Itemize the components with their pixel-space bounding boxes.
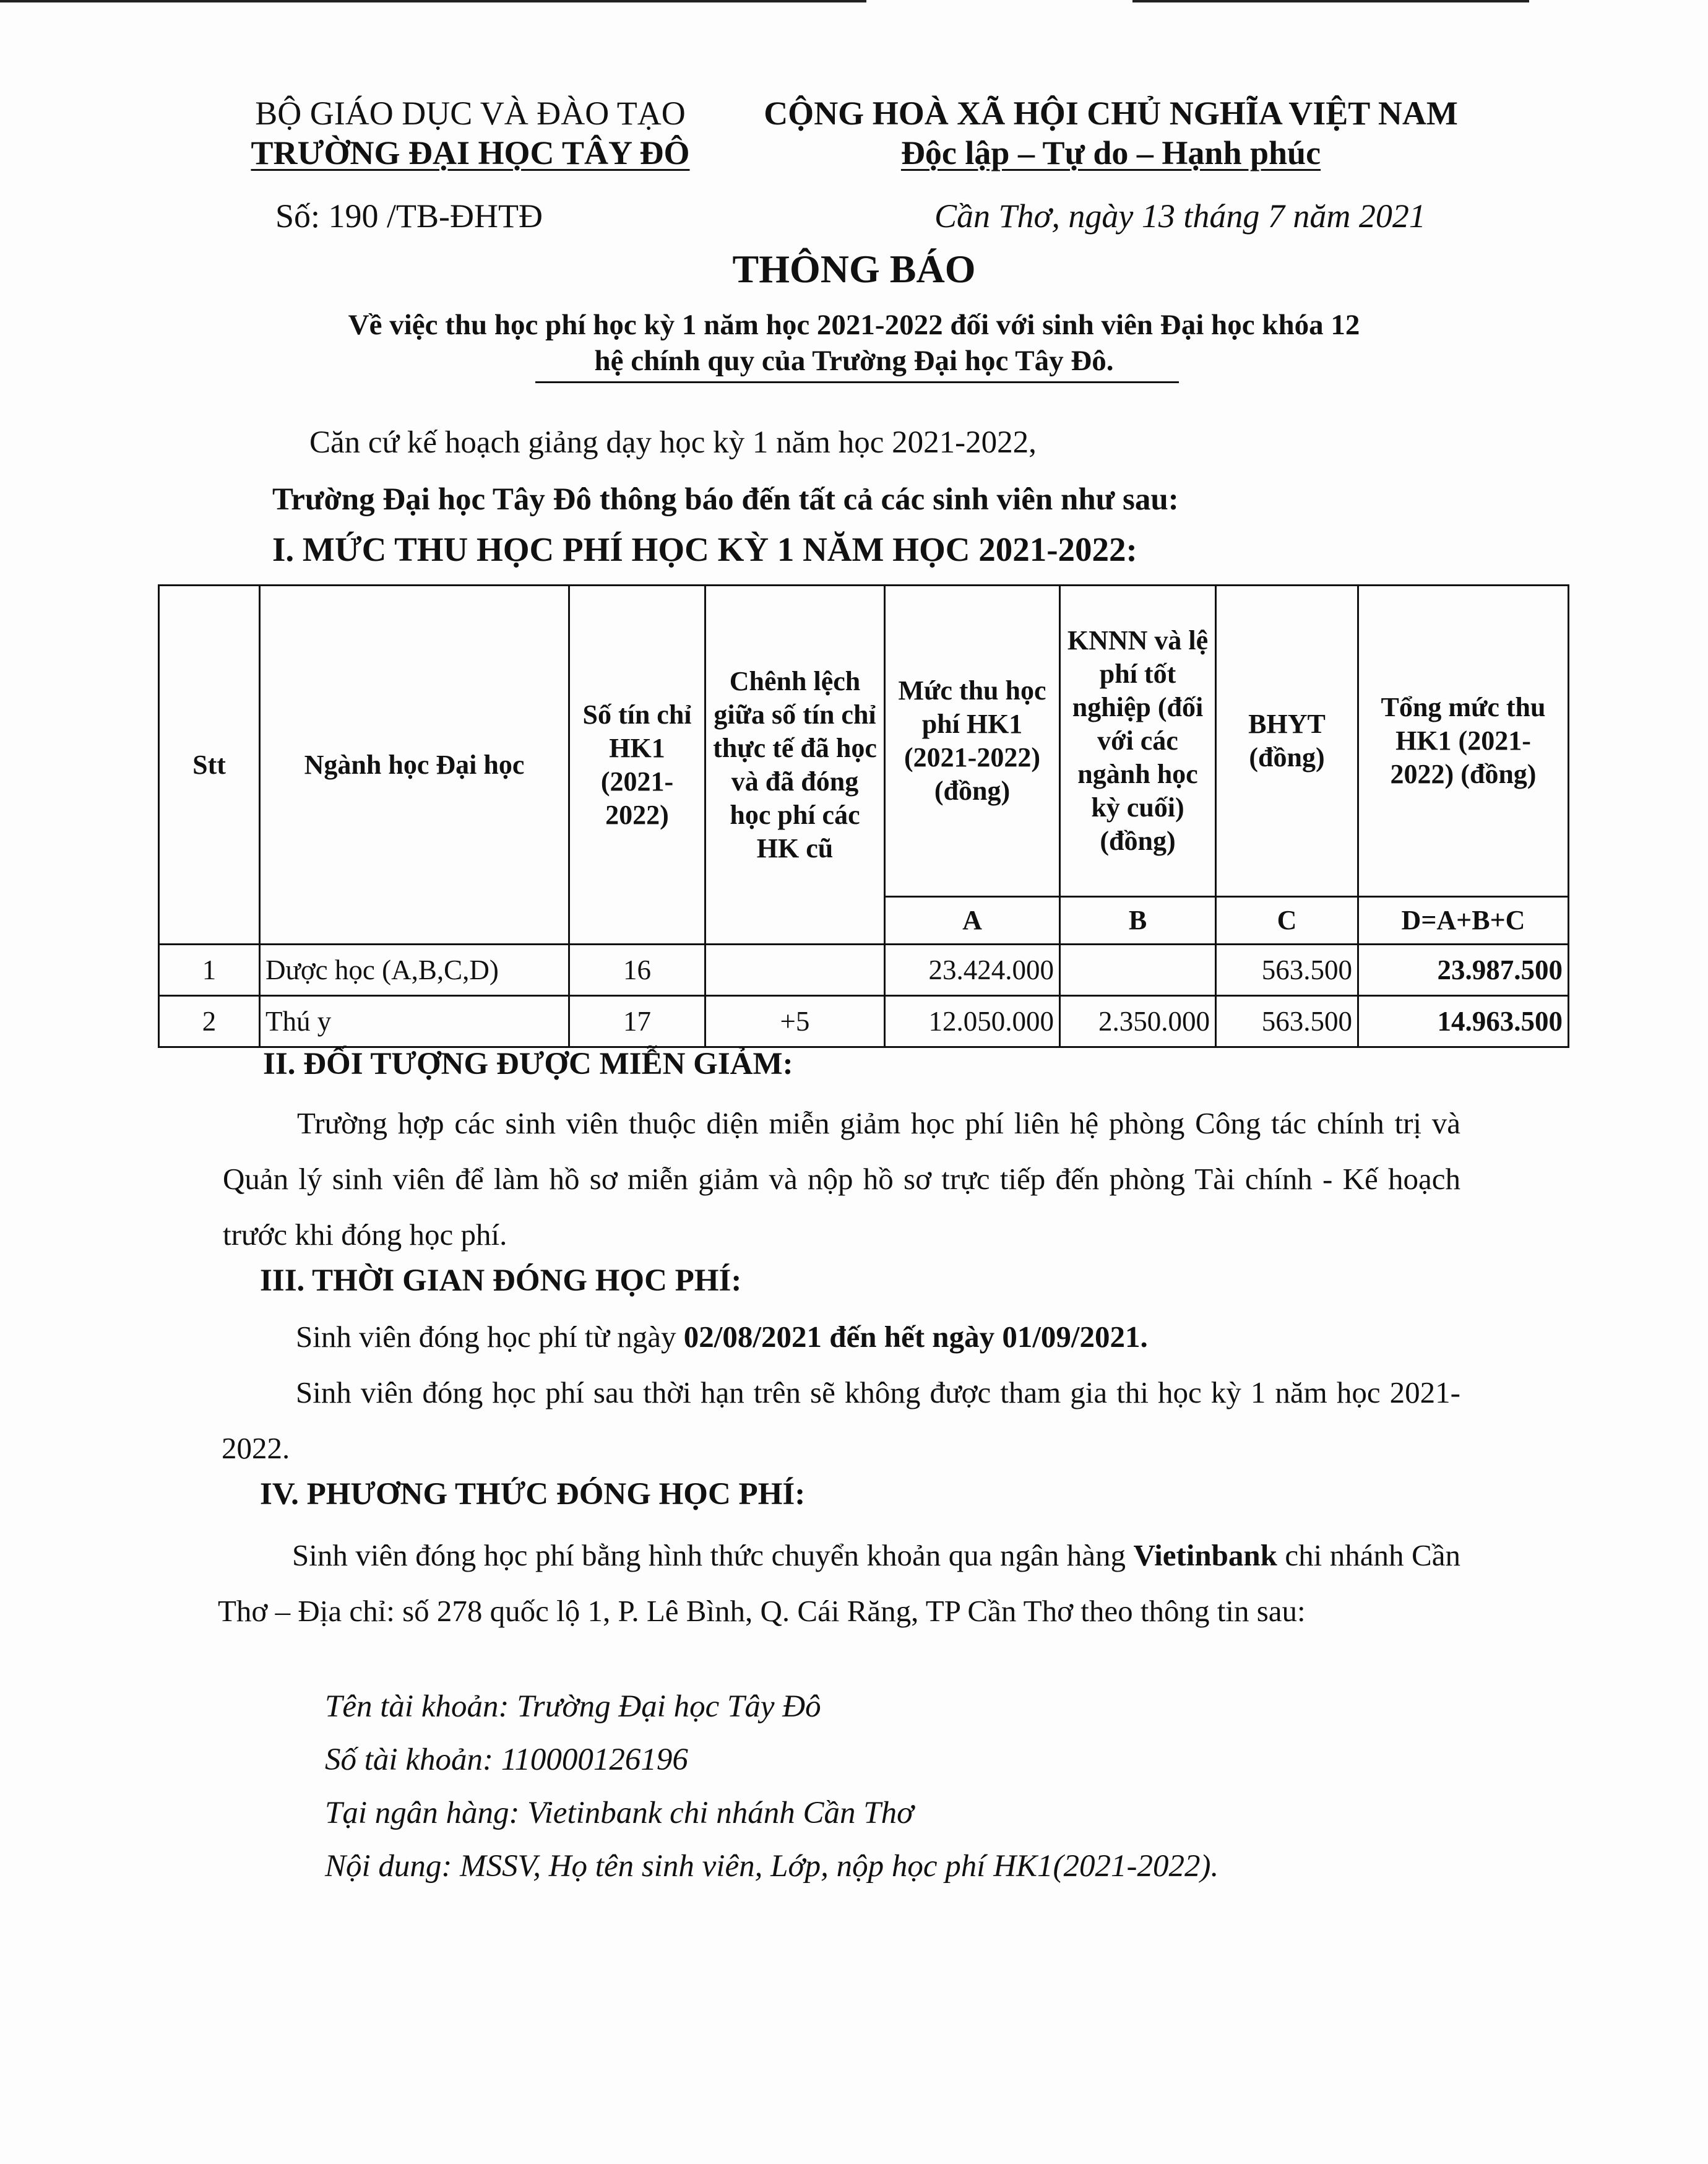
- row-credits: 17: [569, 996, 705, 1047]
- letter-a: A: [885, 897, 1060, 945]
- section-4-text: [218, 1528, 1460, 1639]
- table-row: [159, 996, 1569, 1047]
- row-fee: 23.424.000: [885, 945, 1060, 996]
- ministry-name: BỘ GIÁO DỤC VÀ ĐÀO TẠO: [255, 95, 686, 132]
- header-bhyt: BHYT (đồng): [1216, 586, 1358, 897]
- row-stt: 2: [159, 996, 260, 1047]
- subtitle-underline: [535, 381, 1179, 383]
- document-number: Số: 190 /TB-ĐHTĐ: [275, 197, 543, 235]
- motto-text: Độc lập – Tự do – Hạnh phúc: [900, 134, 1321, 171]
- section-4-heading: IV. PHƯƠNG THỨC ĐÓNG HỌC PHÍ:: [260, 1477, 806, 1512]
- account-number: Số tài khoản: 110000126196: [325, 1742, 688, 1777]
- section-2-heading: II. ĐỐI TƯỢNG ĐƯỢC MIỄN GIẢM:: [263, 1047, 793, 1081]
- row-total: 14.963.500: [1358, 996, 1569, 1047]
- header-credits: Số tín chỉ HK1 (2021-2022): [569, 586, 705, 945]
- section-3-warning-content: Sinh viên đóng học phí sau thời hạn trên sẽ không được tham gia thi học kỳ 1 năm học 2021-2022.: [222, 1375, 1460, 1465]
- row-stt: 1: [159, 945, 260, 996]
- header-knnn-fee: KNNN và lệ phí tốt nghiệp (đối với các ngành học kỳ cuối) (đồng): [1060, 586, 1216, 897]
- section-4-prefix: Sinh viên đóng học phí bằng hình thức chuyển khoản qua ngân hàng: [292, 1538, 1134, 1572]
- motto: [752, 132, 1470, 173]
- scan-edge-line: [0, 0, 866, 2]
- row-diff: [705, 945, 885, 996]
- section-1-heading: I. MỨC THU HỌC PHÍ HỌC KỲ 1 NĂM HỌC 2021-2022:: [272, 530, 1137, 568]
- letter-d: D=A+B+C: [1358, 897, 1569, 945]
- row-bhyt: 563.500: [1216, 996, 1358, 1047]
- deadline-dates: 02/08/2021 đến hết ngày 01/09/2021.: [683, 1320, 1148, 1354]
- country-name: CỘNG HOÀ XÃ HỘI CHỦ NGHĨA VIỆT NAM: [764, 95, 1458, 132]
- section-3-deadline: [296, 1309, 1148, 1365]
- section-2-text: [223, 1096, 1460, 1263]
- section-3-heading: III. THỜI GIAN ĐÓNG HỌC PHÍ:: [260, 1263, 742, 1298]
- header-tuition-fee: Mức thu học phí HK1 (2021-2022) (đồng): [885, 586, 1060, 897]
- section-4-suffix: chi nhánh Cần Thơ – Địa chỉ: số 278 quốc lộ 1, P. Lê Bình, Q. Cái Răng, TP Cần Thơ theo thông tin sau:: [218, 1538, 1460, 1628]
- row-major: Thú y: [260, 996, 569, 1047]
- intro-announce: Trường Đại học Tây Đô thông báo đến tất cả các sinh viên như sau:: [272, 482, 1179, 517]
- header-credit-difference: Chênh lệch giữa số tín chỉ thực tế đã học và đã đóng học phí các HK cũ: [705, 586, 885, 945]
- transfer-content: Nội dung: MSSV, Họ tên sinh viên, Lớp, nộp học phí HK1(2021-2022).: [325, 1849, 1219, 1884]
- account-name: Tên tài khoản: Trường Đại học Tây Đô: [325, 1689, 821, 1724]
- header-major: Ngành học Đại học: [260, 586, 569, 945]
- section-2-text-content: Trường hợp các sinh viên thuộc diện miễn giảm học phí liên hệ phòng Công tác chính trị và Quản lý sinh viên để làm hồ sơ miễn giảm và nộp hồ sơ trực tiếp đến phòng Tài chính - Kế hoạch trước khi đóng học phí.: [223, 1106, 1460, 1252]
- intro-basis: Căn cứ kế hoạch giảng dạy học kỳ 1 năm học 2021-2022,: [309, 425, 1037, 460]
- notice-subtitle-line1: Về việc thu học phí học kỳ 1 năm học 2021-2022 đối với sinh viên Đại học khóa 12: [348, 309, 1360, 341]
- school-name-text: TRƯỜNG ĐẠI HỌC TÂY ĐÔ: [251, 134, 690, 171]
- row-knnn: 2.350.000: [1060, 996, 1216, 1047]
- row-fee: 12.050.000: [885, 996, 1060, 1047]
- section-4-bank: Vietinbank: [1133, 1538, 1277, 1572]
- table-row: [159, 945, 1569, 996]
- header-total: Tổng mức thu HK1 (2021-2022) (đồng): [1358, 586, 1569, 897]
- letter-b: B: [1060, 897, 1216, 945]
- place-date: Cần Thơ, ngày 13 tháng 7 năm 2021: [934, 197, 1426, 235]
- row-total: 23.987.500: [1358, 945, 1569, 996]
- school-name: [210, 132, 730, 173]
- fee-table: [158, 584, 1569, 1048]
- scan-edge-line: [1132, 0, 1529, 2]
- row-diff: +5: [705, 996, 885, 1047]
- section-3-warning: [222, 1365, 1460, 1476]
- notice-title: THÔNG BÁO: [732, 247, 976, 291]
- row-credits: 16: [569, 945, 705, 996]
- deadline-prefix: Sinh viên đóng học phí từ ngày: [296, 1320, 684, 1354]
- notice-subtitle-line2: hệ chính quy của Trường Đại học Tây Đô.: [594, 345, 1114, 377]
- row-major: Dược học (A,B,C,D): [260, 945, 569, 996]
- row-knnn: [1060, 945, 1216, 996]
- letter-c: C: [1216, 897, 1358, 945]
- account-bank: Tại ngân hàng: Vietinbank chi nhánh Cần Thơ: [325, 1796, 914, 1830]
- row-bhyt: 563.500: [1216, 945, 1358, 996]
- header-stt: Stt: [159, 586, 260, 945]
